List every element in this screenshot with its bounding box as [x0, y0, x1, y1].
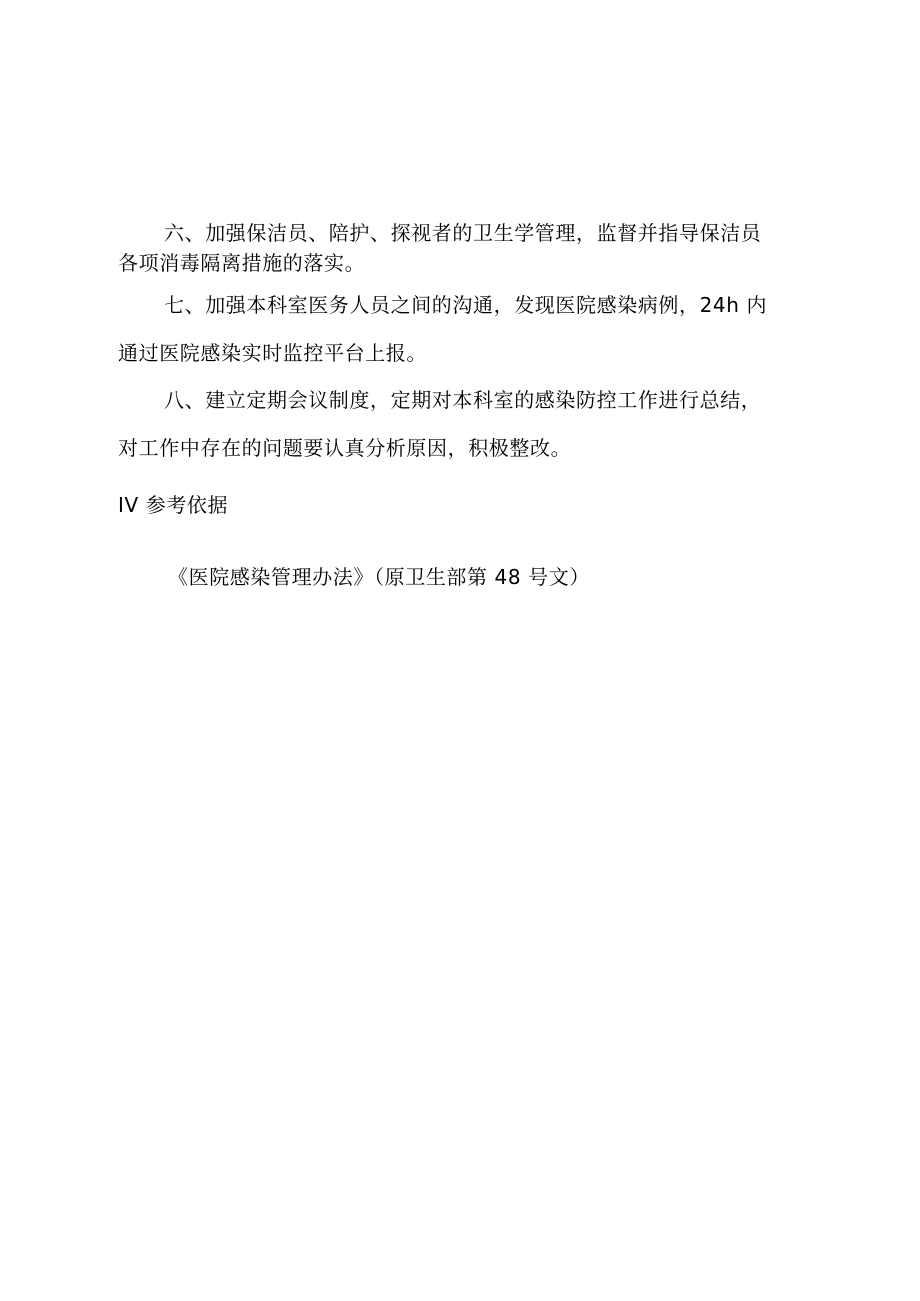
paragraph-line: 六、加强保洁员、陪护、探视者的卫生学管理，监督并指导保洁员 [164, 221, 762, 245]
paragraph-line: 七、加强本科室医务人员之间的沟通，发现医院感染病例，24h 内 [164, 293, 768, 317]
reference-citation: 《医院感染管理办法》（原卫生部第 48 号文） [168, 565, 590, 589]
paragraph-line: 对工作中存在的问题要认真分析原因，积极整改。 [118, 436, 572, 460]
paragraph-item-8 [118, 388, 798, 460]
section-heading: IV 参考依据 [118, 493, 229, 517]
paragraph-line: 各项消毒隔离措施的落实。 [118, 251, 366, 275]
paragraph-item-7 [118, 293, 798, 365]
paragraph-item-6 [118, 221, 798, 275]
paragraph-line: 通过医院感染实时监控平台上报。 [118, 341, 427, 365]
paragraph-line: 八、建立定期会议制度，定期对本科室的感染防控工作进行总结， [164, 388, 762, 412]
